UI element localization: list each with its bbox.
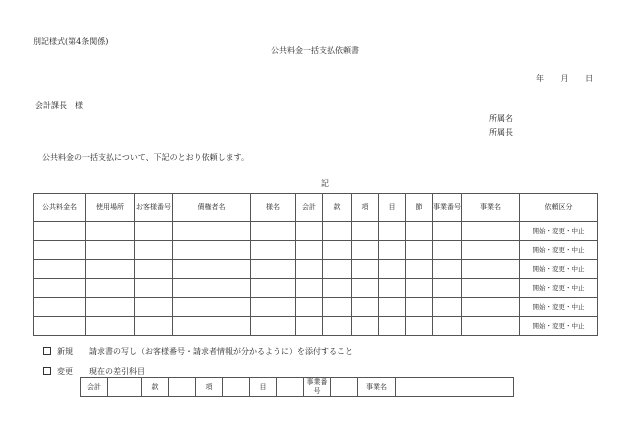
table-cell[interactable] [352,298,379,317]
table-cell[interactable] [34,222,86,241]
table-cell[interactable] [352,317,379,336]
table-row [34,298,598,317]
table-cell[interactable] [406,279,433,298]
table-cell[interactable] [135,241,173,260]
column-header: 会計 [296,194,323,222]
table-cell[interactable] [433,241,462,260]
table-cell[interactable] [379,317,406,336]
table-cell[interactable] [173,260,251,279]
table-cell[interactable] [251,279,296,298]
kaikei-value[interactable] [108,378,142,397]
table-cell[interactable] [323,222,352,241]
table-cell[interactable] [86,298,135,317]
table-cell[interactable] [462,241,520,260]
new-label: 新規 [57,347,73,356]
new-instruction: 請求書の写し（お客様番号・請求者情報が分かるように）を添付すること [89,347,353,356]
table-cell[interactable] [86,222,135,241]
column-header: 使用場所 [86,194,135,222]
table-cell[interactable] [86,241,135,260]
payment-request-table [33,193,598,336]
table-cell[interactable] [323,260,352,279]
table-cell[interactable] [251,222,296,241]
date-day: 日 [585,74,594,83]
table-cell[interactable] [251,317,296,336]
new-checkbox[interactable] [43,347,51,355]
table-cell[interactable] [406,260,433,279]
kan-label: 款 [142,378,169,397]
table-cell[interactable] [323,279,352,298]
table-cell[interactable] [379,279,406,298]
table-cell[interactable] [379,298,406,317]
table-cell[interactable] [323,241,352,260]
table-cell[interactable] [406,317,433,336]
column-header: 公共料金名 [34,194,86,222]
table-cell[interactable] [352,260,379,279]
table-cell[interactable] [135,279,173,298]
table-cell[interactable] [406,241,433,260]
table-cell[interactable] [379,260,406,279]
department-head-label: 所属長 [489,128,513,137]
column-header: 様名 [251,194,296,222]
table-cell[interactable] [86,260,135,279]
table-row [34,260,598,279]
moku-label: 目 [250,378,277,397]
change-label: 変更 [57,367,73,376]
table-cell[interactable] [406,222,433,241]
column-header: 目 [379,194,406,222]
column-header: お客様番号 [135,194,173,222]
jigyo-mei-value[interactable] [396,378,514,397]
change-checkbox[interactable] [43,367,51,375]
column-header: 節 [406,194,433,222]
table-header-row [34,194,598,222]
current-account-row [81,378,514,397]
request-type-options[interactable]: 開始・変更・中止 [520,298,598,317]
table-row [34,241,598,260]
current-account-label: 現在の差引科目 [89,367,145,376]
table-cell[interactable] [323,317,352,336]
table-cell[interactable] [296,260,323,279]
table-cell[interactable] [251,241,296,260]
column-header: 依頼区分 [520,194,598,222]
column-header: 項 [352,194,379,222]
moku-value[interactable] [277,378,304,397]
kan-value[interactable] [169,378,196,397]
jigyo-mei-label: 事業名 [358,378,396,397]
request-statement: 公共料金の一括支払について、下記のとおり依頼します。 [42,153,250,162]
table-cell[interactable] [34,241,86,260]
table-cell[interactable] [34,317,86,336]
table-cell[interactable] [173,241,251,260]
table-cell[interactable] [433,298,462,317]
table-cell[interactable] [173,222,251,241]
option-change [43,366,145,377]
table-cell[interactable] [462,279,520,298]
date-month: 月 [560,74,569,83]
table-cell[interactable] [433,317,462,336]
date-line [536,73,607,84]
table-cell[interactable] [173,317,251,336]
table-cell[interactable] [296,279,323,298]
table-row [34,222,598,241]
column-header: 事業番号 [433,194,462,222]
document-title: 公共料金一括支払依頼書 [271,46,359,55]
request-type-options[interactable]: 開始・変更・中止 [520,241,598,260]
table-cell[interactable] [86,279,135,298]
table-cell[interactable] [86,317,135,336]
ki-heading: 記 [321,179,329,188]
table-cell[interactable] [433,260,462,279]
table-cell[interactable] [406,298,433,317]
table-cell[interactable] [379,241,406,260]
table-cell[interactable] [135,222,173,241]
column-header: 債権者名 [173,194,251,222]
table-cell[interactable] [352,241,379,260]
jigyo-bango-label: 事業番号 [304,378,331,397]
date-year: 年 [536,74,544,83]
column-header: 事業名 [462,194,520,222]
table-cell[interactable] [433,222,462,241]
table-cell[interactable] [135,298,173,317]
table-cell[interactable] [352,279,379,298]
table-cell[interactable] [462,298,520,317]
option-new [43,346,353,357]
table-cell[interactable] [296,298,323,317]
table-cell[interactable] [296,222,323,241]
column-header: 款 [323,194,352,222]
request-type-options[interactable]: 開始・変更・中止 [520,317,598,336]
table-cell[interactable] [173,279,251,298]
request-type-options[interactable]: 開始・変更・中止 [520,260,598,279]
request-type-options[interactable]: 開始・変更・中止 [520,222,598,241]
current-account-table [80,377,514,397]
table-row [34,279,598,298]
table-cell[interactable] [135,260,173,279]
table-cell[interactable] [433,279,462,298]
addressee: 会計課長 様 [35,101,83,110]
table-cell[interactable] [296,317,323,336]
request-type-options[interactable]: 開始・変更・中止 [520,279,598,298]
table-cell[interactable] [34,279,86,298]
table-row [34,317,598,336]
table-cell[interactable] [251,298,296,317]
table-cell[interactable] [173,298,251,317]
table-cell[interactable] [379,222,406,241]
kaikei-label: 会計 [81,378,108,397]
table-cell[interactable] [352,222,379,241]
table-cell[interactable] [296,241,323,260]
table-cell[interactable] [462,317,520,336]
department-label: 所属名 [489,114,513,123]
table-cell[interactable] [135,317,173,336]
table-cell[interactable] [34,298,86,317]
table-cell[interactable] [251,260,296,279]
jigyo-bango-value[interactable] [331,378,358,397]
table-cell[interactable] [462,260,520,279]
table-cell[interactable] [462,222,520,241]
kou-label: 項 [196,378,223,397]
table-cell[interactable] [34,260,86,279]
kou-value[interactable] [223,378,250,397]
form-label: 別記様式(第4条関係) [33,37,109,46]
table-cell[interactable] [323,298,352,317]
